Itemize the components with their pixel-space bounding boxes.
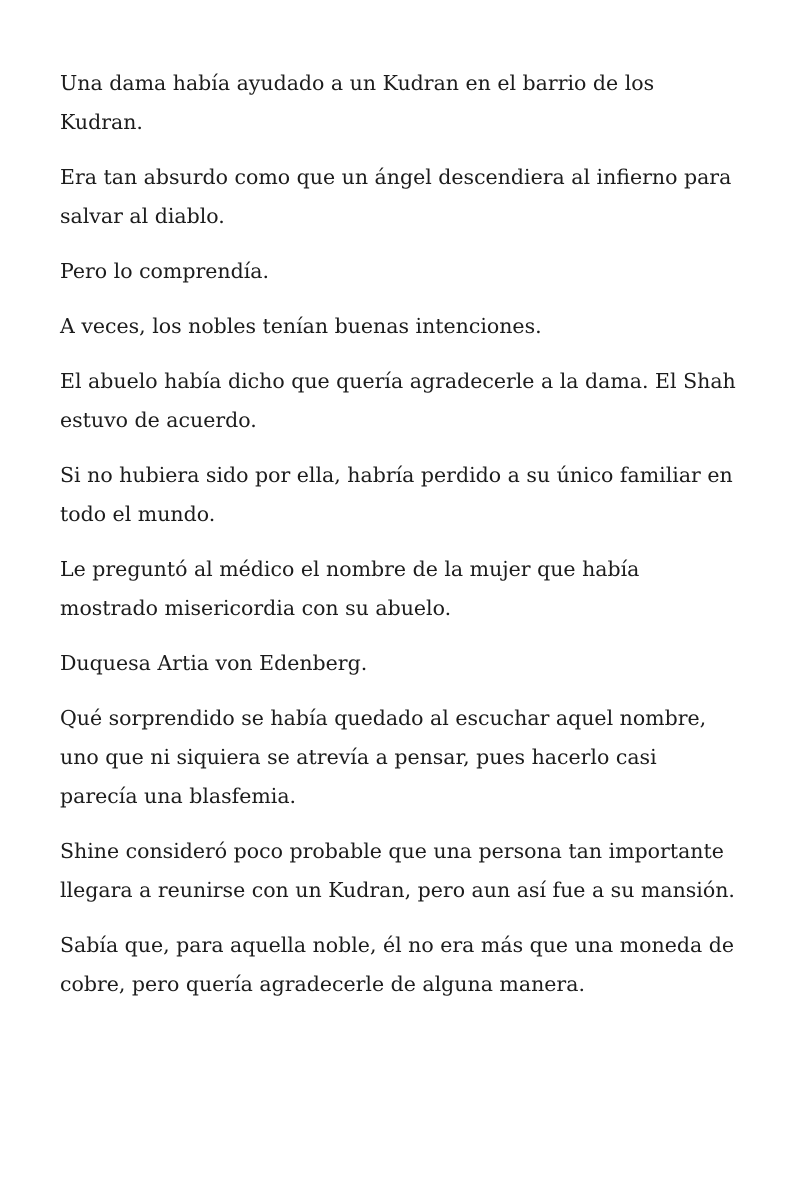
paragraph: El abuelo había dicho que quería agradecerle a la dama. El Shah estuvo de acuerdo. [60, 369, 736, 432]
paragraph: Sabía que, para aquella noble, él no era más que una moneda de cobre, pero quería agradecerle de alguna manera. [60, 933, 734, 996]
paragraph: Si no hubiera sido por ella, habría perdido a su único familiar en todo el mundo. [60, 463, 733, 526]
paragraph: Era tan absurdo como que un ángel descendiera al infierno para salvar al diablo. [60, 165, 732, 228]
document-page [60, 64, 740, 1020]
paragraph: A veces, los nobles tenían buenas intenciones. [60, 314, 542, 338]
paragraph: Pero lo comprendía. [60, 259, 270, 283]
paragraph: Una dama había ayudado a un Kudran en el barrio de los Kudran. [60, 71, 655, 134]
paragraph: Le preguntó al médico el nombre de la mujer que había mostrado misericordia con su abuelo. [60, 557, 640, 620]
paragraph: Shine consideró poco probable que una persona tan importante llegara a reunirse con un Kudran, pero aun así fue a su mansión. [60, 839, 735, 902]
paragraph: Duquesa Artia von Edenberg. [60, 651, 368, 675]
paragraph: Qué sorprendido se había quedado al escuchar aquel nombre, uno que ni siquiera se atrevía a pensar, pues hacerlo casi parecía una blasfemia. [60, 706, 707, 808]
